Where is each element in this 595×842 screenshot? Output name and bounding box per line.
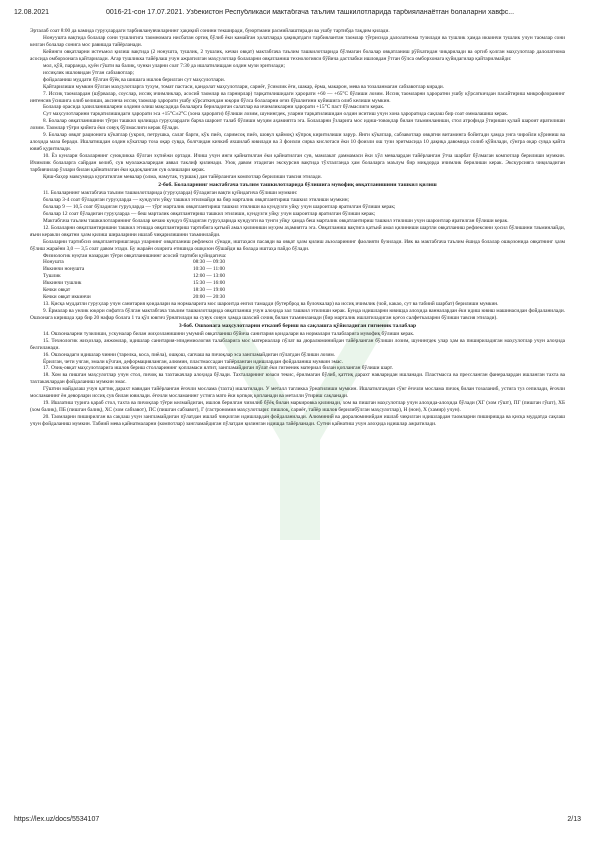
paragraph: 13. Қисқа муддатли гуруҳлар учун санитария қоидалари ва нормаларига мос шароитда енгил тамадди (бутерброд ва булочкалар) ва иссиқ ичимлик (чой, какао, сут ва табиий шарбат) берилиши мумкин.	[43, 300, 499, 307]
meal-name: Кечки овқат	[43, 287, 71, 294]
paragraph: 17. Озиқ-овқат маҳсулотларига ишлов бериш столларининг қопламаси ялтит, зангламайдиган пўлат ёки гигиеник материал билан қопланган бўлиши шарт.	[43, 365, 394, 372]
meal-time: 20:00 — 20:30	[193, 293, 226, 300]
table-row	[43, 287, 225, 294]
list-item: болалар 9 — 10,5 соат бўладиган гуруҳларда — тўрт марталик овқатлантириш ташкил этилиши ва кундузги уйқу учун шароитлар яратилган бўлиши керак;	[43, 203, 396, 210]
list-item: фойдаланиш муддати бўлган бўёқ ва шишага ишлов берилган сут маҳсулотлари.	[43, 76, 225, 83]
paragraph: Ёрилган, чети учган, эмали кўчган, деформацияланган, алюмин, пластмассадан тайёрланган идишлардан фойдаланиш мумкин эмас.	[43, 358, 343, 365]
page-footer	[14, 816, 581, 828]
list-item: болалар 12 соат бўладиган гуруҳларда — беш марталик овқатлантириш ташкил этилиши, кундузги уйқу учун шароитлар яратилган бўлиши керак;	[43, 210, 376, 217]
table-row	[43, 266, 225, 273]
paragraph: 8. Болалар овқатланишини тўғри ташкил қилишда гуруҳлардаги барча шароит талаб бўлиши муҳим аҳамиятга эга. Болаларни ўзларига мос идиш-товоқлар билан таъминланиши, стол атрофида ўтириши қулай шароит яратилиши лозим. Таомлар тўғри қийнга ёки совуқ бўлмаслиги керак бўлади.	[30, 118, 565, 132]
paragraph: Кейинги овқатларни истеъмол қилиш вақтида (2 нонушта, тушлик, 2 тушлик, кечки овқат) мактабгача таълим ташкилотларида бўлмаган болалар овқатланиш рўйхатидан чиқарилади ва ортиб қолган маҳсулотлар далолатнома асосида омборхонага қайтарилади. Агар тушликка тайёрлаш учун ажратилган маҳсулотлар болаларни овқатланиш технологияси бўйича дастлабки ишловдан ўтган бўлса омборхонага қуйидагилар қайтарилмайди:	[30, 48, 565, 62]
document-url-link[interactable]: https://lex.uz/docs/5534107	[14, 816, 100, 823]
paragraph: 15. Технологик жиҳозлар, анжомлар, идишлар санитария-эпидемиология талабларига мос материаллар пўлат ва дюралюминийдан тайёрланган бўлиши лозим, шунингдек улар ҳам ва пишириладиган маҳсулотлар учун алоҳида белгиланади.	[30, 337, 565, 351]
meal-schedule-table	[43, 259, 225, 300]
page-number: 2/13	[567, 816, 581, 823]
meal-time: 10:30 — 11:00	[193, 266, 225, 273]
page-header	[14, 9, 581, 21]
paragraph: 18. Хом ва пишган маҳсулотлар учун стол, пичоқ ва тахтакачлар алоҳида бўлади. Тахталарнинг юзаси текис, ёрилмаган бўлиб, қаттиқ дарахт навларидан ишланади. Пластмасса ва прессланган фанералардан ишланган тахта ва тахтакачлардан фойдаланиш мумкин эмас.	[30, 372, 565, 386]
paragraph: Эрталаб соат 8:00 да камида гуруҳлардаги тарбияланувчиларнинг ҳақиқий сонини текширади, буюртмани расмийлаштиради ва ушбу тартибда тақдим қилади.	[30, 28, 390, 34]
paragraph: 12. Болаларни овқатлантиришни ташкил этишда овқатлантириш тартибига қатъий амал қилиниши муҳим аҳамиятга эга. Овқатланиш вақтига қатъий амал қилиниши шартли овқатланиш рефлексини ҳосил бўлишини таъминлайди, яъни керакли овқатни ҳазм қилиш шираларини ишлаб чиқарилишини таъминлайди.	[30, 224, 565, 238]
table-row	[43, 294, 225, 301]
paragraph: Гўштни майдалаш учун қаттиқ дарахт навидан тайёрланган ёғочли мослама (тахта) ишлатилади. У металл тагликка ўрнатилиши мумкин. Ишлатилгандан сўнг ёғочли мослама пичоқ билан тозаланиб, устига туз сепилади, ёғочли мосламанинг ён деворлари иссиқ сув билан ювилади. ёғочли мосламанинг устига мато ёки қопқоқ қопланади ва металли ўтириш сақланади.	[30, 386, 565, 400]
meal-name: Иккинчи нонушта	[43, 266, 85, 273]
table-row	[43, 273, 225, 280]
paragraph: 9. Ёрмалар ва унлик юқори сифатга бўлган мактабгача таълим ташкилотларида овқатланиш учун алоҳида зал ташкил этилиши керак. Бунда идишларни ювишда алоҳида ванналардан ёки идиш ювиш машинасидан фойдаланилади. Ошхонага киришда ҳар бир 20 нафар болага 1 та қўл ювгич ўрнатилади ва сувук совун ҳамда шахсий сочиқ билан таъминланади (бир марталик ишлатиладиган қоғоз салфеткаларни бўлиши тавсия этилади).	[30, 307, 565, 321]
paragraph: Сут маҳсулотларини тарқатилишидаги ҳарорати эса +15°С±2°С (хона ҳарорати) бўлиши лозим, шунингдек, уларни тарқатилишидан олдин иситиш учун хона ҳароратида сақлаш бир соат оммалашиш керак.	[43, 111, 509, 118]
paragraph: 9. Болалар овқат рационига кўкатлар (укроп, петрушка, салат барги, кўк пиёз, саримсоқ пиёз, шовул қаймоқ) кўпроқ киритилиши зарур. Янги кўкатлар, сабзавотлар овқатни витаминга бойитади ҳамда унга чиройли кўриниш ва алоҳида маза беради. Ишлатишдан олдин кўкатлар тоза оқар сувда, болгчидан кичкиб яхшилаб ювилади ва 3 фоизли сирка кислотаси ёки 10 фоизли ош тузи эритмасида 10 дақиқа давомида солиб қўйилади, сўнгра оқар сувда қайта ювиб қуритилади.	[30, 132, 565, 153]
meal-name: Нонушта	[43, 259, 64, 266]
meal-name: Тушлик	[43, 273, 61, 280]
paragraph: 10. Ёз кунлари болаларнинг суюқликка бўлган эҳтиёжи ортади. Ичиш учун янги қайнатилган ёки қайнатилган сув, мамлакат даммамаси ёки хўл мевалардан тайёрланган ўтча шарбат бўлмаган компотлар берилиши мумкин. Ичимлик болаларга сайрдан келиб, сув муолажаларидан аввал таклиф қилинади. Узоқ давом этадиган экскурсия вақтида тўхталганда ҳам болаларга маълум бир миқдорда ичимлик берилиши керак. Экскурсияга чиқиладиган тарбиячилар ўзлари билан қайнатилган ёки қадоқланган сув олишлари керак.	[30, 153, 565, 174]
document-body	[30, 28, 565, 806]
meal-name: Иккинчи тушлик	[43, 280, 82, 287]
chapter-heading: 3-боб. Ошхонага маҳсулотларни етказиб бериш ва сақлашга қўйиладиган гигиеник талаблар	[178, 322, 417, 329]
paragraph: 14. Ошхоналарни тузилиши, ускуналар билан жиҳозланишини умумий овқатланиш бўйича санитария қоидалари ва нормалари талабларига мувофиқ бўлиши керак.	[43, 330, 415, 337]
paragraph: Болаларни тартибсиз овқатлантиришганда уларнинг овқатланиш рефлекси сўнади, иштаҳаси пасаяди ва овқат ҳазм қилиш аъзоларининг фаолияти бузилади. Ияк ва мактабгача таълим ёшида болалар ошқозонида овқатнинг ҳазм бўлиш жараёни 3,0 — 3,5 соат давом этади. Бу жараён охирига етишида ошқозон бўшайди ва болада иштаҳа пайдо бўлади.	[30, 238, 565, 252]
paragraph: Мактабгача таълим ташкилотларининг болалар кечаю кундуз бўладиган гуруҳларида кундузги ва тунги уйқу ҳамда беш марталик овқатлантириш ташкил этилиши учун шароитлар яратилган бўлиши керак.	[43, 217, 509, 224]
paragraph: 19. Ишлатиш турига қараб стол, тахта ва пичоқлар тўғри келмайдиган, ишлов берилган чизилиб бўёқ билан маркировка қилинади, хом ва пишган маҳсулотлар учун алоҳида-алоҳида бўлади (ХГ (хом гўшт), ПГ (пишган гўшт), ХБ (хом балиқ), ПБ (пишган балиқ), ХС (хом сабзавот), ПС (пишган сабзавот), Г (гастрономия маҳсулотлари: пишлоқ, сариёғ, тайёр ишлов берилибўлган маҳсулотлар), Н (нон), Х (хамир) учун).	[30, 400, 565, 414]
meal-time: 15:30 — 16:00	[193, 280, 226, 287]
list-item: иссиқлик ишловидан ўтган сабзавотлар;	[43, 69, 134, 76]
paragraph: 7. Иссиқ таомлардан (шўрвалар, соуслар, иссиқ ичимликлар, асосий таомлар ва гарнирлар) тарқатилишидаги ҳарорати +60 — +65°С бўлиши лозим. Иссиқ таомларни ҳароратни ушбу кўрсаткичдан пасайтириш микрофлоранинг интенсив ўсишига олиб келиши, аксинча иссиқ таомлар ҳарорати ушбу кўрсаткичдан юқори бўлса болаларни оғиз бўшлиғини куйишига олиб келиши мумкин.	[30, 90, 565, 104]
paragraph: Қайтарилиши мумкин бўлган маҳсулотларга тухум, томат пастаси, қандолат маҳсулотлари, сариёғ, ўсимлик ёғи, шакар, ёрма, макарон, мева ва тозаланмаган сабзавотлар киради.	[43, 83, 445, 90]
paragraph: Болалар орасида ҳазилланишларни олдини олиш мақсадида болаларга бериладиган салатлар ва ичимликларни ҳарорати +15°С паст бўлмаслиги керак.	[43, 104, 385, 111]
meal-time: 18:30 — 19:00	[193, 287, 226, 294]
print-date: 12.08.2021	[14, 9, 50, 16]
meal-time: 08:30 — 09:30	[193, 259, 226, 266]
paragraph: Нонуушта вақтида болалар сони тушлигига таомномага нисбатан ортиқ бўлиб ёки камайган ҳолатларда ҳақиқатдаги тарбиялантан таомлар тўғрисида далолатнома тузилади ва тушлик ҳамда иккинчи тушлик учун таомлар сони келган болалар сонига мос равишда тайёрланади.	[30, 34, 565, 48]
list-item: болалар 3-4 соат бўладиган гуруҳларда — кундузги уйқу ташкил этилмайди ва бир марталик овқатлантириш ташкил этилиши мумкин;	[43, 196, 350, 203]
paragraph: Қиш-баҳор мавсумида кургатилган мевалар (олма, намутак, туршак) дан тайёрланган компотлар берилиши тавсия этилади.	[43, 174, 322, 181]
paragraph: 11. Болаларнинг мактабгача таълим ташкилотларида (гуруҳларда) бўладиган вақти қуйидагича бўлиши мумкин:	[43, 189, 298, 196]
table-row	[43, 259, 225, 266]
chapter-heading: 2-боб. Болаларнинг мактабгача таълим ташкилотларида бўлишига мувофиқ овқатланишини ташкил қилиш	[158, 181, 437, 188]
list-item: мол, қўй, парранда, қуён гўшти ва балиқ, чунки уларни соат 7:30 да ишлатилишдан олдин музи эритилади;	[43, 62, 285, 69]
document-title: 0016-21-сон 17.07.2021. Ўзбекистон Республикаси мактабгача таълим ташкилотларида тарбияланаётган болаларни хавфс...	[106, 9, 515, 16]
meal-name: Кечки овқат иккинчи	[43, 293, 91, 300]
table-row	[43, 280, 225, 287]
paragraph: 20. Таомларни пиширилган ва сақлаш учун зангламайдиган пўлатдан ишлаб чиқилган идишлардан фойдаланилади. Алюминий ва дюралюминийдан ишлаб чиқилган идишлардан таомларни пиширишда ва қисқа муддатда сақлаш учун фойдаланиш мумкин. Табиий мева қайнатмаларни (компотлар) зангламайдиган пўлатдан қилинган идишда тайёрланади. Сутни қайнатиш учун алоҳида идишлар ажратилади.	[30, 414, 565, 428]
meal-time: 12:00 — 13:00	[193, 273, 226, 280]
paragraph: 16. Ошхонадаги идишлар чинни (тарелка, коса, пиёла), ошқош, сапчаш ва пичоқлар эса зангламайдиган пўлатдан бўлиши лозим.	[43, 351, 336, 358]
paragraph: Физиологик нуқтаи назардан тўғри овқатланишнинг асосий тартиби қуйидагича:	[43, 252, 227, 259]
